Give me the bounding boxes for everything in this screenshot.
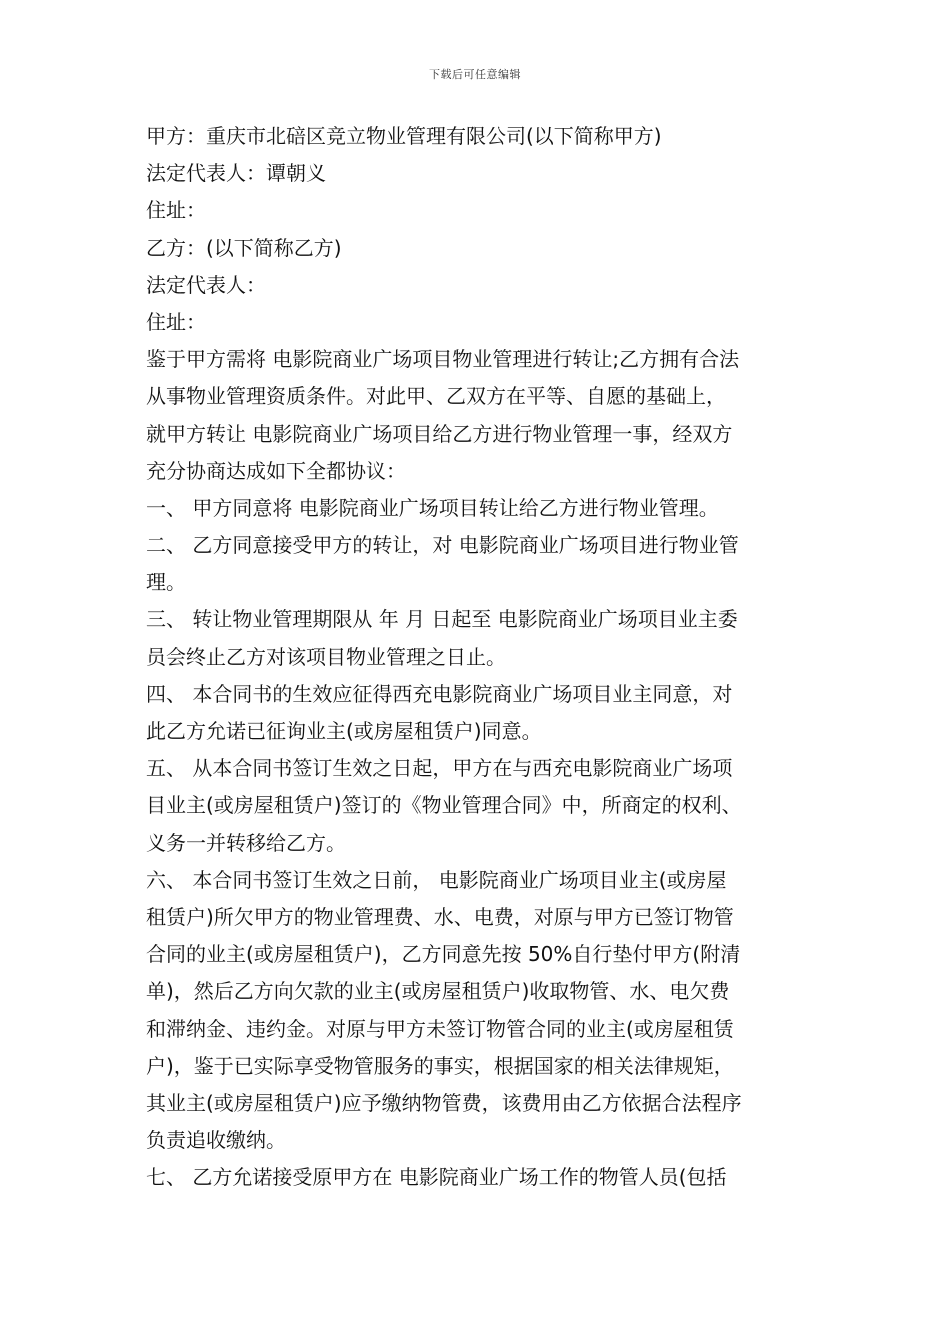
document-line: 三、 转让物业管理期限从 年 月 日起至 电影院商业广场项目业主委 [146, 607, 738, 632]
document-line: 四、 本合同书的生效应征得西充电影院商业广场项目业主同意，对 [146, 681, 733, 706]
document-line: 负责追收缴纳。 [146, 1128, 286, 1153]
document-line: 从事物业管理资质条件。对此甲、乙双方在平等、自愿的基础上， [146, 384, 726, 409]
document-line: 此乙方允诺已征询业主(或房屋租赁户)同意。 [146, 719, 542, 743]
document-line: 六、 本合同书签订生效之日前， 电影院商业广场项目业主(或房屋 [146, 867, 727, 892]
document-line: 义务一并转移给乙方。 [146, 830, 346, 855]
document-line: 员会终止乙方对该项目物业管理之日止。 [146, 644, 506, 669]
document-line: 法定代表人： [146, 272, 266, 297]
document-line: 五、 从本合同书签订生效之日起，甲方在与西充电影院商业广场项 [146, 756, 733, 781]
document-line: 目业主(或房屋租赁户)签订的《物业管理合同》中，所商定的权利、 [146, 793, 742, 818]
document-body [146, 118, 812, 1196]
document-line: 理。 [146, 570, 186, 595]
document-line: 法定代表人：谭朝义 [146, 161, 326, 186]
document-line: 和滞纳金、违约金。对原与甲方未签订物管合同的业主(或房屋租赁 [146, 1016, 734, 1041]
document-line: 充分协商达成如下全都协议： [146, 458, 406, 483]
document-line: 甲方：重庆市北碚区竞立物业管理有限公司(以下简称甲方) [146, 124, 662, 148]
document-line: 就甲方转让 电影院商业广场项目给乙方进行物业管理一事，经双方 [146, 421, 733, 446]
document-line: 乙方：(以下简称乙方) [146, 235, 342, 260]
document-line: 住址： [146, 198, 206, 223]
document-line: 二、 乙方同意接受甲方的转让，对 电影院商业广场项目进行物业管 [146, 533, 739, 558]
document-line: 其业主(或房屋租赁户)应予缴纳物管费，该费用由乙方依据合法程序 [146, 1090, 742, 1115]
document-line: 住址： [146, 309, 206, 334]
document-line: 一、 甲方同意将 电影院商业广场项目转让给乙方进行物业管理。 [146, 495, 719, 520]
document-line: 七、 乙方允诺接受原甲方在 电影院商业广场工作的物管人员(包括 [146, 1165, 727, 1190]
document-line: 合同的业主(或房屋租赁户)，乙方同意先按 50%自行垫付甲方(附清 [146, 942, 741, 967]
header-note: 下载后可任意编辑 [429, 68, 521, 81]
document-line: 户)，鉴于已实际享受物管服务的事实，根据国家的相关法律规矩， [146, 1053, 734, 1078]
document-line: 单)，然后乙方向欠款的业主(或房屋租赁户)收取物管、水、电欠费 [146, 979, 730, 1004]
document-line: 租赁户)所欠甲方的物业管理费、水、电费，对原与甲方已签订物管 [146, 904, 734, 929]
document-line: 鉴于甲方需将 电影院商业广场项目物业管理进行转让;乙方拥有合法 [146, 347, 740, 372]
